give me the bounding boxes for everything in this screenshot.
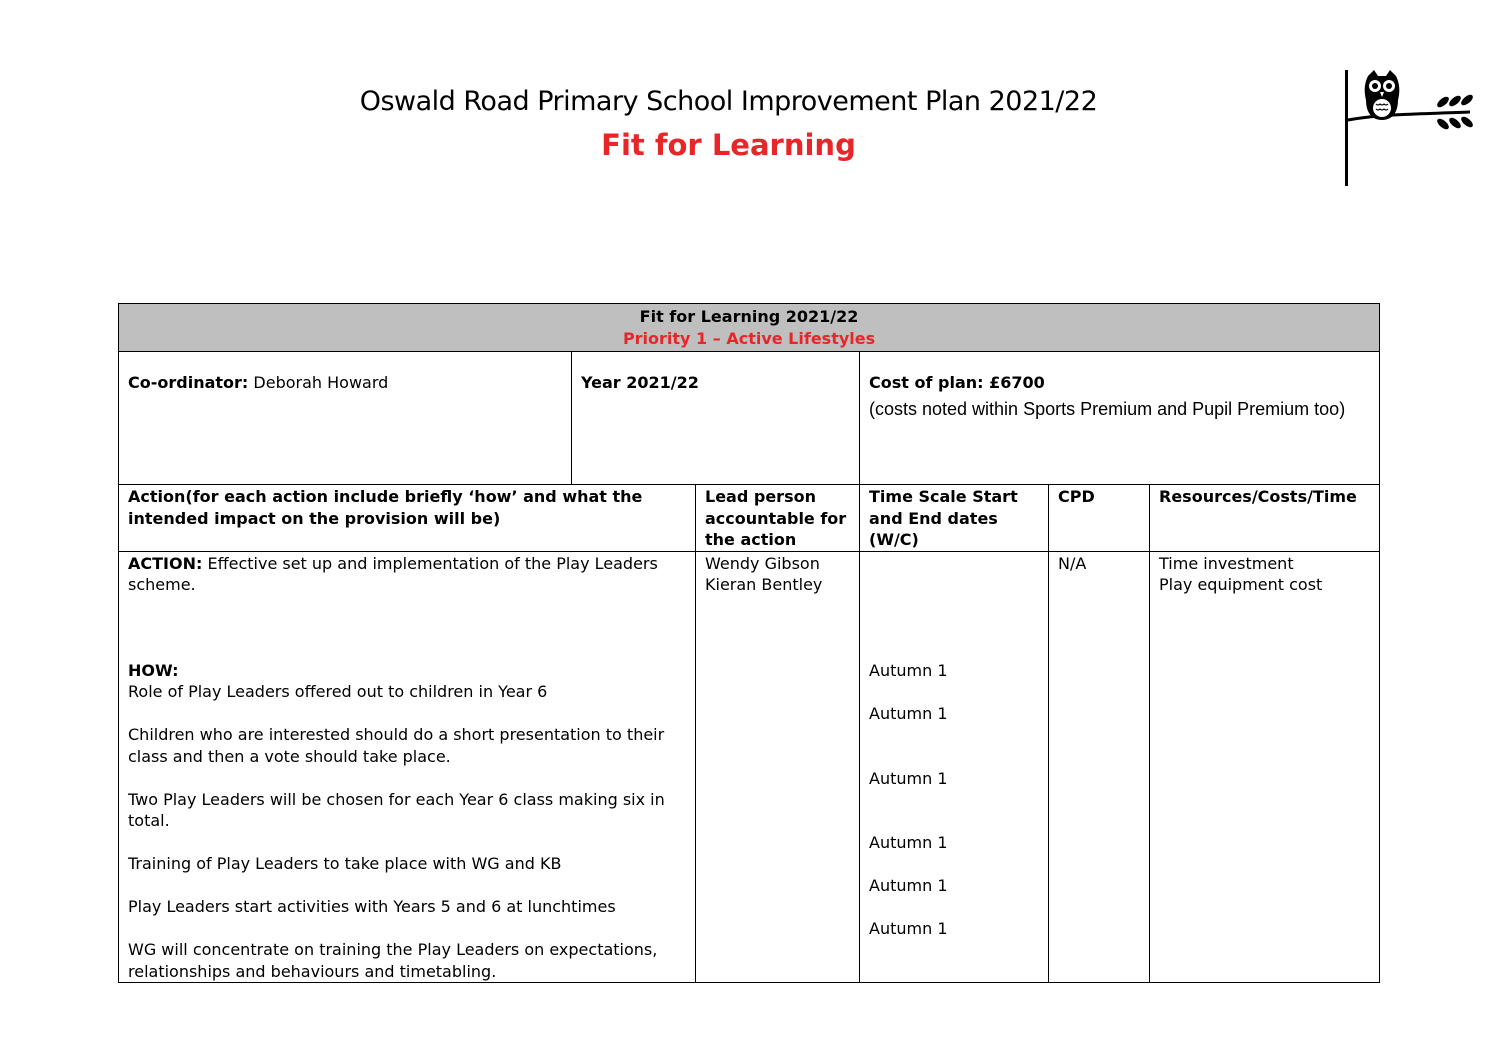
step-text: WG will concentrate on training the Play Leaders on expectations, relationships and behaviours and timetabling. — [128, 940, 658, 981]
column-header-action: Action(for each action include briefly ‘how’ and what the intended impact on the provision will be) — [119, 485, 696, 552]
column-header-cpd: CPD — [1049, 485, 1150, 552]
lead-cell — [696, 551, 860, 983]
table-title: Fit for Learning 2021/22 — [639, 307, 859, 326]
coordinator-label: Co-ordinator: — [128, 373, 249, 392]
coordinator-cell — [119, 352, 572, 485]
table-row — [119, 551, 1380, 983]
action-cell — [119, 551, 696, 983]
coordinator-name: Deborah Howard — [253, 373, 389, 392]
timescale-cell — [860, 551, 1049, 983]
resources-cell — [1150, 551, 1380, 983]
timescale-value: Autumn 1 — [869, 661, 948, 680]
priority-label: Priority 1 – Active Lifestyles — [622, 328, 876, 348]
cost-label: Cost of plan: £6700 — [869, 373, 1045, 392]
cost-note: (costs noted within Sports Premium and Pupil Premium too) — [869, 398, 1346, 419]
column-header-timescale: Time Scale Start and End dates (W/C) — [860, 485, 1049, 552]
timescale-value: Autumn 1 — [869, 919, 948, 938]
cpd-cell: N/A — [1049, 551, 1150, 983]
step-text: Role of Play Leaders offered out to children in Year 6 — [128, 682, 548, 701]
timescale-value: Autumn 1 — [869, 833, 948, 852]
step-text: Training of Play Leaders to take place with WG and KB — [128, 854, 562, 873]
timescale-value: Autumn 1 — [869, 768, 948, 788]
improvement-plan-table — [118, 303, 1380, 983]
cost-cell — [860, 352, 1380, 485]
timescale-value: Autumn 1 — [869, 876, 948, 895]
year-cell: Year 2021/22 — [572, 352, 860, 485]
action-label: ACTION: — [128, 553, 203, 573]
table-header — [119, 304, 1380, 352]
step-text: Play Leaders start activities with Years 5 and 6 at lunchtimes — [128, 897, 616, 916]
column-header-resources: Resources/Costs/Time — [1150, 485, 1380, 552]
timescale-value: Autumn 1 — [869, 704, 948, 723]
how-label: HOW: — [128, 660, 179, 680]
action-text: Effective set up and implementation of the Play Leaders scheme. — [128, 553, 658, 594]
step-text: Two Play Leaders will be chosen for each Year 6 class making six in total. — [128, 789, 665, 830]
resource-item: Play equipment cost — [1159, 575, 1323, 594]
resource-item: Time investment — [1159, 553, 1294, 573]
column-header-lead: Lead person accountable for the action — [696, 485, 860, 552]
owl-on-branch-icon — [1340, 68, 1475, 188]
lead-person: Wendy Gibson — [705, 553, 820, 573]
lead-person: Kieran Bentley — [705, 575, 823, 594]
page-title: Oswald Road Primary School Improvement Plan 2021/22 — [359, 86, 1098, 117]
page-subtitle: Fit for Learning — [601, 128, 856, 162]
step-text: Children who are interested should do a short presentation to their class and then a vote should take place. — [128, 725, 665, 766]
